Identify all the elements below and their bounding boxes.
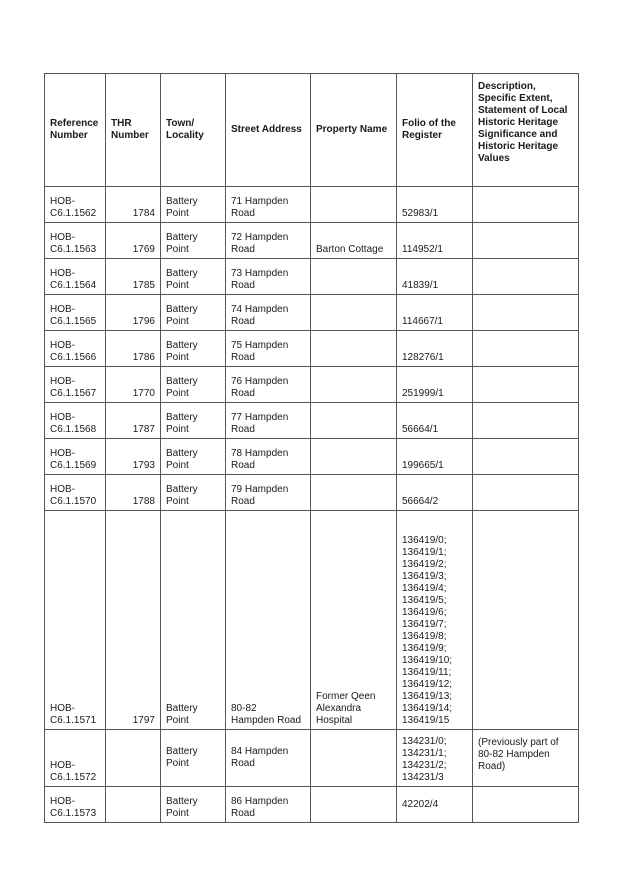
town-cell: Battery Point	[161, 439, 226, 475]
street-cell: 86 Hampden Road	[226, 787, 311, 823]
heritage-register-table	[44, 73, 579, 823]
description-cell: (Previously part of 80-82 Hampden Road)	[473, 730, 579, 787]
street-cell: 72 Hampden Road	[226, 223, 311, 259]
header-street-address: Street Address	[226, 74, 311, 187]
town-cell: Battery Point	[161, 295, 226, 331]
thr-cell: 1770	[106, 367, 161, 403]
reference-cell: HOB- C6.1.1572	[45, 730, 106, 787]
table-row	[45, 187, 579, 223]
folio-cell: 251999/1	[397, 367, 473, 403]
description-cell	[473, 475, 579, 511]
reference-cell: HOB- C6.1.1571	[45, 511, 106, 730]
reference-cell: HOB- C6.1.1569	[45, 439, 106, 475]
property-cell	[311, 475, 397, 511]
property-cell: Barton Cottage	[311, 223, 397, 259]
table-row	[45, 475, 579, 511]
table-row	[45, 367, 579, 403]
thr-cell: 1796	[106, 295, 161, 331]
thr-cell: 1786	[106, 331, 161, 367]
property-cell	[311, 331, 397, 367]
table-row	[45, 223, 579, 259]
reference-cell: HOB- C6.1.1568	[45, 403, 106, 439]
reference-cell: HOB- C6.1.1573	[45, 787, 106, 823]
description-cell	[473, 223, 579, 259]
street-cell: 75 Hampden Road	[226, 331, 311, 367]
property-cell	[311, 730, 397, 787]
folio-cell: 114952/1	[397, 223, 473, 259]
folio-cell: 56664/1	[397, 403, 473, 439]
property-cell	[311, 259, 397, 295]
reference-cell: HOB- C6.1.1566	[45, 331, 106, 367]
table-row	[45, 511, 579, 730]
description-cell	[473, 187, 579, 223]
town-cell: Battery Point	[161, 511, 226, 730]
thr-cell: 1787	[106, 403, 161, 439]
description-cell	[473, 439, 579, 475]
reference-cell: HOB- C6.1.1567	[45, 367, 106, 403]
thr-cell: 1785	[106, 259, 161, 295]
table-row	[45, 331, 579, 367]
street-cell: 71 Hampden Road	[226, 187, 311, 223]
town-cell: Battery Point	[161, 367, 226, 403]
street-cell: 74 Hampden Road	[226, 295, 311, 331]
street-cell: 73 Hampden Road	[226, 259, 311, 295]
town-cell: Battery Point	[161, 223, 226, 259]
street-cell: 80-82 Hampden Road	[226, 511, 311, 730]
header-thr-number: THR Number	[106, 74, 161, 187]
street-cell: 78 Hampden Road	[226, 439, 311, 475]
table-row	[45, 787, 579, 823]
street-cell: 76 Hampden Road	[226, 367, 311, 403]
property-cell	[311, 787, 397, 823]
table-row	[45, 403, 579, 439]
folio-cell: 41839/1	[397, 259, 473, 295]
street-cell: 77 Hampden Road	[226, 403, 311, 439]
property-cell	[311, 295, 397, 331]
description-cell	[473, 367, 579, 403]
reference-cell: HOB- C6.1.1570	[45, 475, 106, 511]
property-cell	[311, 403, 397, 439]
street-cell: 84 Hampden Road	[226, 730, 311, 787]
header-row	[45, 74, 579, 187]
description-cell	[473, 511, 579, 730]
folio-cell: 42202/4	[397, 787, 473, 823]
description-cell	[473, 259, 579, 295]
header-reference-number: Reference Number	[45, 74, 106, 187]
folio-cell: 52983/1	[397, 187, 473, 223]
reference-cell: HOB- C6.1.1563	[45, 223, 106, 259]
property-cell	[311, 367, 397, 403]
table-row	[45, 439, 579, 475]
header-description: Description, Specific Extent, Statement of Local Historic Heritage Significance and Historic Heritage Values	[473, 74, 579, 187]
table-row	[45, 730, 579, 787]
header-property-name: Property Name	[311, 74, 397, 187]
town-cell: Battery Point	[161, 187, 226, 223]
description-cell	[473, 787, 579, 823]
town-cell: Battery Point	[161, 331, 226, 367]
thr-cell: 1788	[106, 475, 161, 511]
reference-cell: HOB- C6.1.1564	[45, 259, 106, 295]
folio-cell: 56664/2	[397, 475, 473, 511]
folio-cell: 114667/1	[397, 295, 473, 331]
thr-cell	[106, 787, 161, 823]
thr-cell	[106, 730, 161, 787]
thr-cell: 1797	[106, 511, 161, 730]
description-cell	[473, 331, 579, 367]
folio-cell: 128276/1	[397, 331, 473, 367]
table-row	[45, 259, 579, 295]
folio-cell: 136419/0; 136419/1; 136419/2; 136419/3; 136419/4; 136419/5; 136419/6; 136419/7; 136419/8; 136419/9; 136419/10; 136419/11; 136419/12; 136419/13; 136419/14; 136419/15	[397, 511, 473, 730]
town-cell: Battery Point	[161, 730, 226, 787]
town-cell: Battery Point	[161, 403, 226, 439]
town-cell: Battery Point	[161, 259, 226, 295]
folio-cell: 199665/1	[397, 439, 473, 475]
town-cell: Battery Point	[161, 787, 226, 823]
property-cell	[311, 439, 397, 475]
thr-cell: 1784	[106, 187, 161, 223]
description-cell	[473, 295, 579, 331]
property-cell: Former Qeen Alexandra Hospital	[311, 511, 397, 730]
table-row	[45, 295, 579, 331]
folio-cell: 134231/0; 134231/1; 134231/2; 134231/3	[397, 730, 473, 787]
town-cell: Battery Point	[161, 475, 226, 511]
thr-cell: 1769	[106, 223, 161, 259]
thr-cell: 1793	[106, 439, 161, 475]
street-cell: 79 Hampden Road	[226, 475, 311, 511]
description-cell	[473, 403, 579, 439]
header-folio: Folio of the Register	[397, 74, 473, 187]
property-cell	[311, 187, 397, 223]
reference-cell: HOB- C6.1.1562	[45, 187, 106, 223]
header-town-locality: Town/ Locality	[161, 74, 226, 187]
reference-cell: HOB- C6.1.1565	[45, 295, 106, 331]
